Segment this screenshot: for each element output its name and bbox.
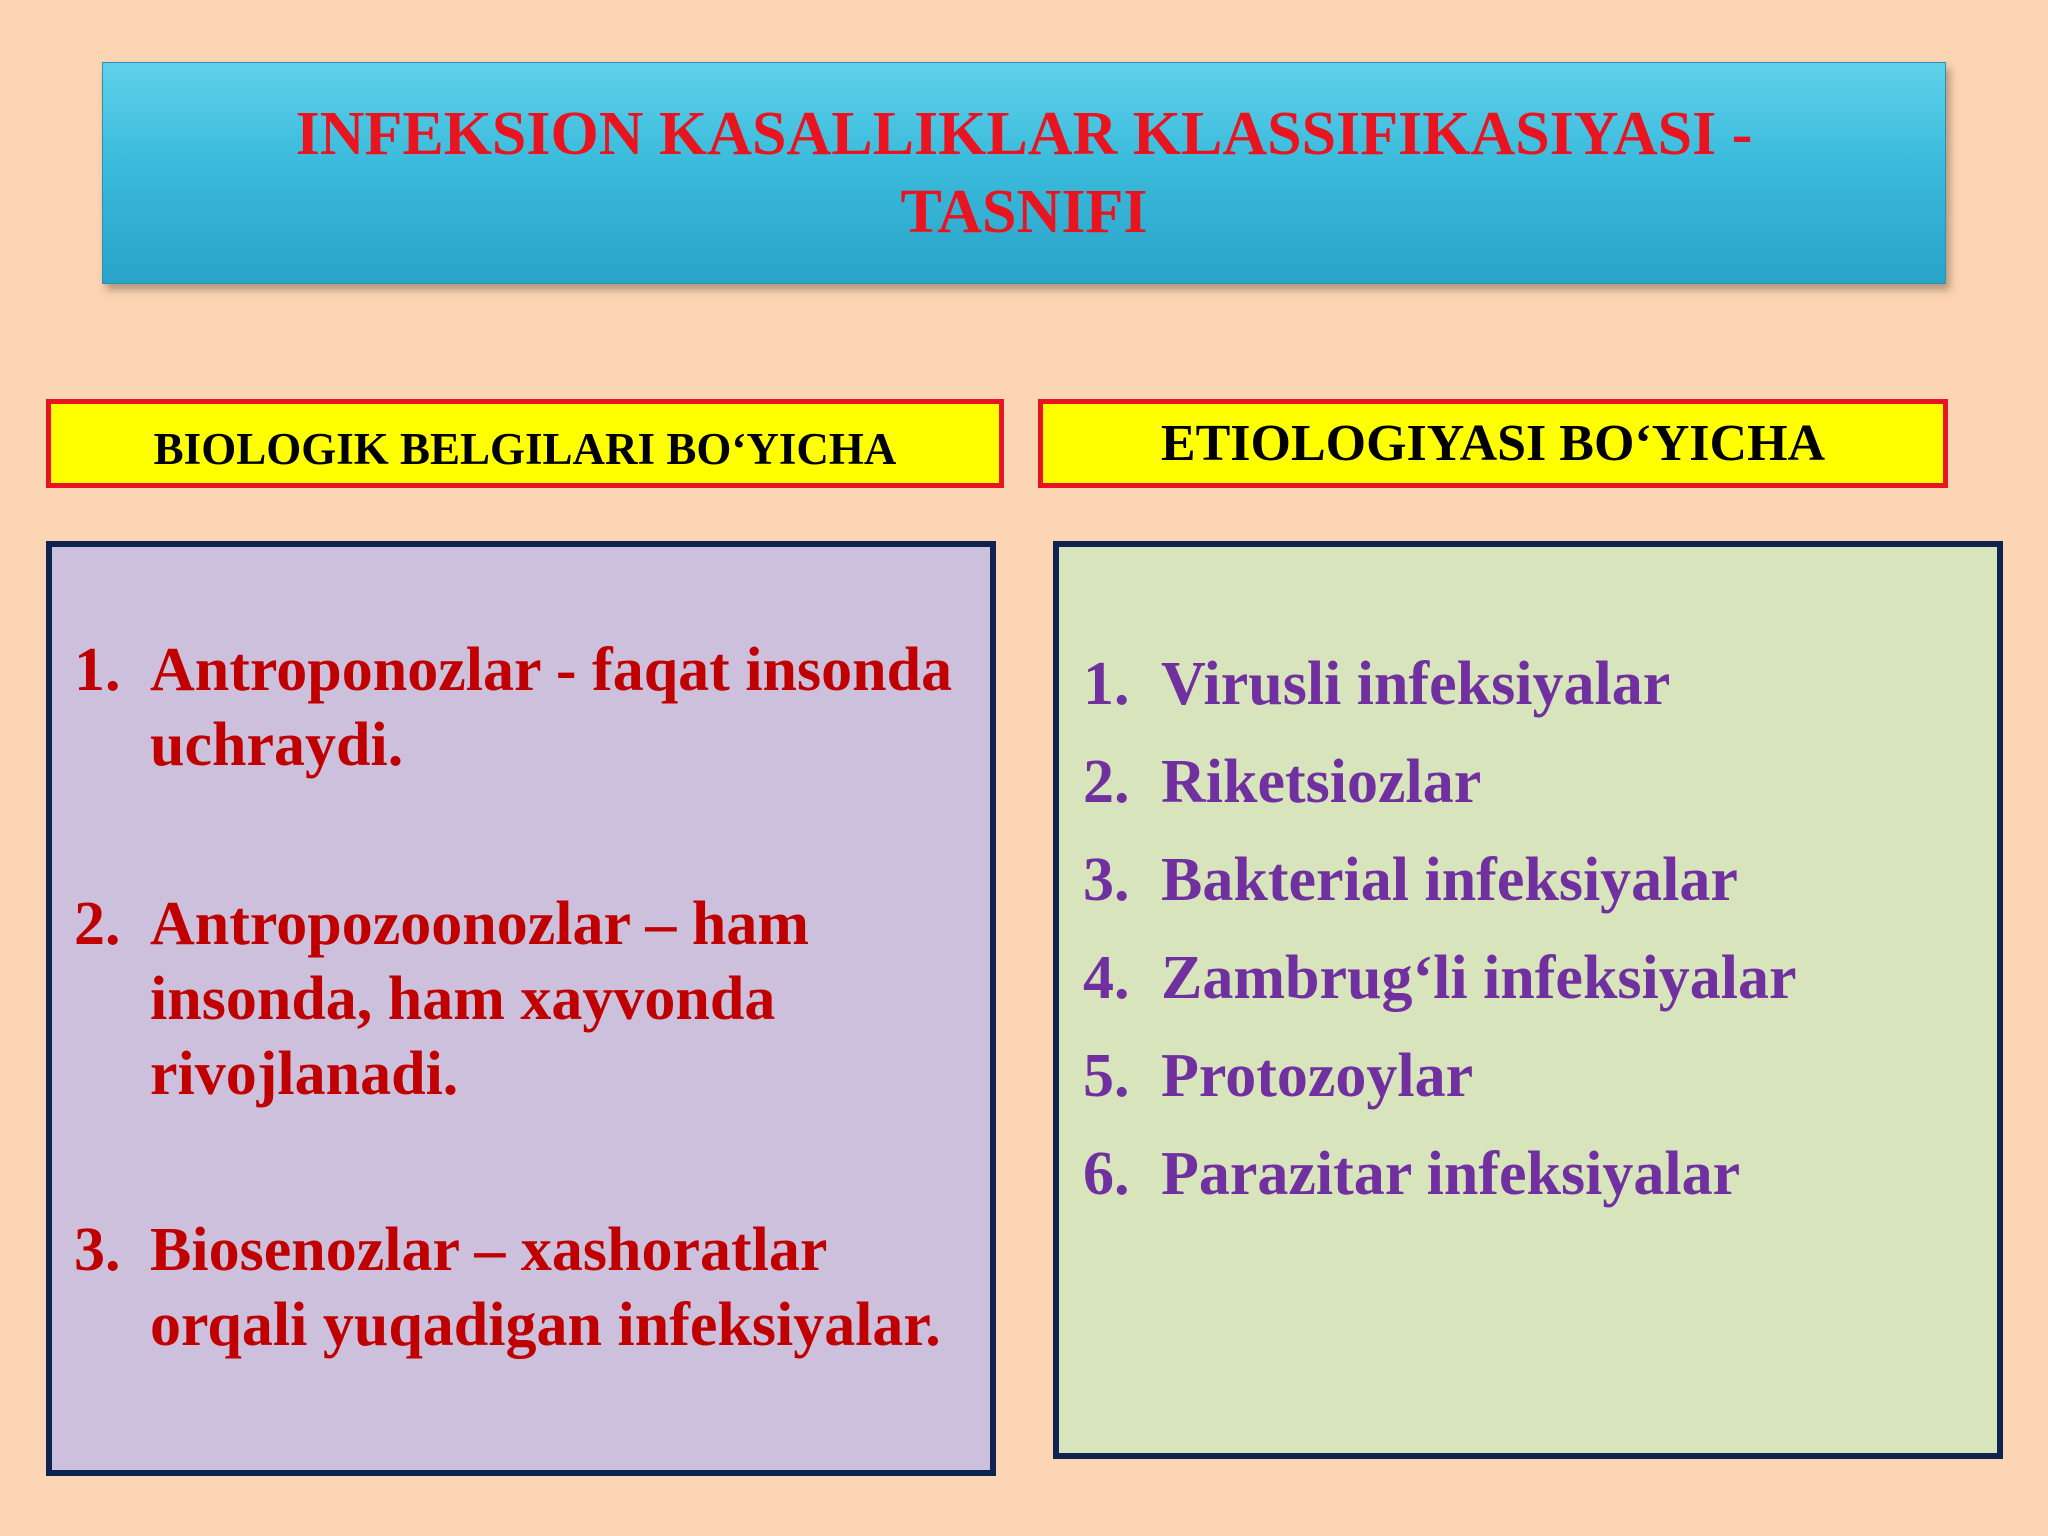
category-biological-label: BIOLOGIK BELGILARI BO‘YICHA (153, 423, 897, 474)
list-number: 6. (1083, 1140, 1130, 1208)
list-item (1083, 745, 1983, 820)
list-number: 1. (74, 636, 121, 704)
list-text: Biosenozlar – xashoratlar orqali yuqadigan infeksiyalar. (150, 1216, 941, 1359)
list-item (74, 1213, 974, 1363)
list-text: Antropozoonozlar – ham insonda, ham xayvonda rivojlanadi. (150, 890, 810, 1108)
list-text: Zambrug‘li infeksiyalar (1161, 944, 1797, 1012)
category-etiology-label: ETIOLOGIYASI BO‘YICHA (1160, 415, 1826, 472)
list-text: Parazitar infeksiyalar (1161, 1140, 1741, 1208)
category-etiology (1038, 399, 1948, 488)
list-text: Virusli infeksiyalar (1161, 650, 1671, 718)
list-text: Riketsiozlar (1161, 748, 1482, 816)
list-item (1083, 1137, 1983, 1212)
list-number: 5. (1083, 1042, 1130, 1110)
list-item (1083, 1039, 1983, 1114)
category-biological (46, 399, 1004, 488)
slide-title (102, 62, 1946, 284)
list-number: 2. (1083, 748, 1130, 816)
list-number: 3. (74, 1216, 121, 1284)
list-number: 4. (1083, 944, 1130, 1012)
list-item (1083, 843, 1983, 918)
list-text: Protozoylar (1161, 1042, 1474, 1110)
list-item (74, 633, 974, 783)
list-number: 2. (74, 890, 121, 958)
list-item (1083, 941, 1983, 1016)
list-item (74, 887, 974, 1112)
biological-panel (46, 541, 996, 1476)
list-text: Bakterial infeksiyalar (1161, 846, 1738, 914)
slide-title-line-2: TASNIFI (900, 178, 1148, 246)
list-item (1083, 647, 1983, 722)
list-number: 1. (1083, 650, 1130, 718)
list-number: 3. (1083, 846, 1130, 914)
etiology-panel (1053, 541, 2003, 1459)
list-text: Antroponozlar - faqat insonda uchraydi. (150, 636, 953, 779)
slide-title-line-1: INFEKSION KASALLIKLAR KLASSIFIKASIYASI - (295, 100, 1753, 168)
